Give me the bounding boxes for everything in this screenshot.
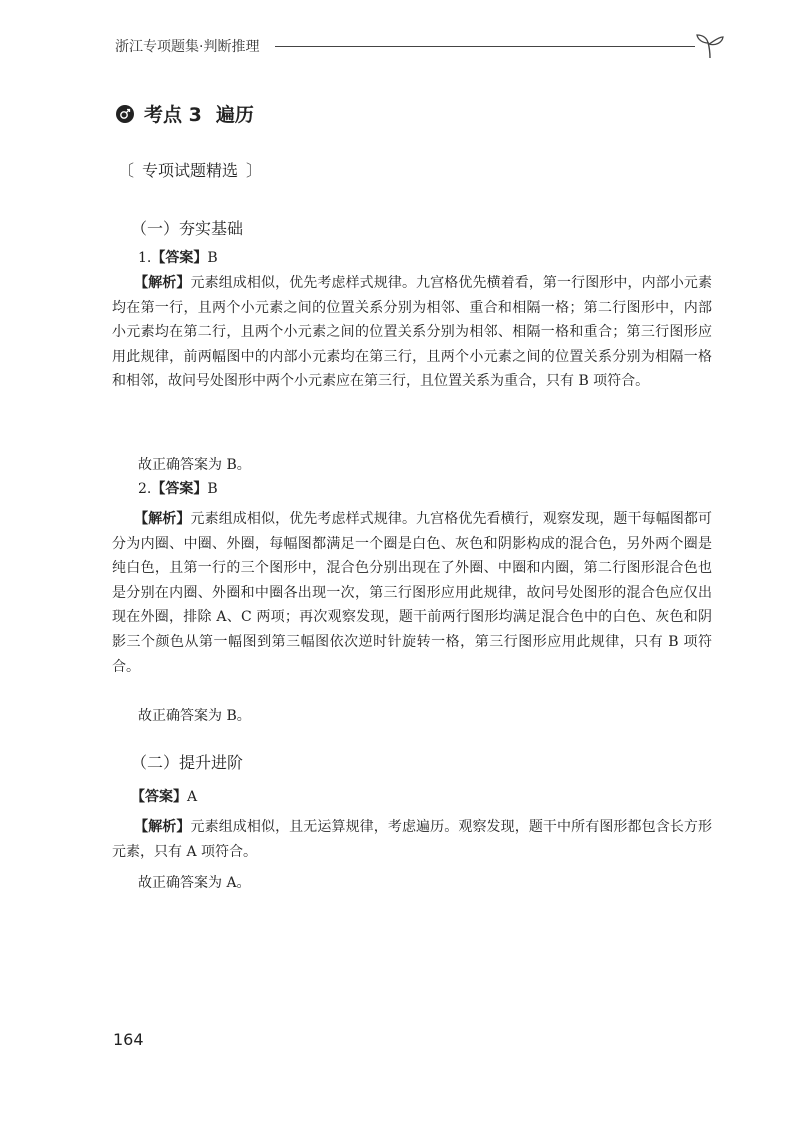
- q1-conclusion: 故正确答案为 B。: [138, 457, 251, 473]
- p2-analysis: [112, 815, 712, 864]
- part2-heading: （二）提升进阶: [131, 753, 244, 772]
- subsection-label: 专项试题精选: [142, 161, 239, 180]
- q2-answer: B: [207, 481, 218, 497]
- q2-analysis: [112, 507, 712, 679]
- header-title: 浙江专项题集·判断推理: [115, 39, 260, 55]
- page-number: 164: [113, 1030, 144, 1049]
- medal-icon: [116, 105, 134, 123]
- q1-answer-line: [138, 247, 218, 267]
- header-rule: [275, 46, 695, 47]
- q1-analysis-tag: 【解析】: [134, 275, 191, 291]
- q1-answer: B: [207, 250, 218, 266]
- bracket-left: 〔: [118, 161, 135, 180]
- q2-analysis-text: 元素组成相似，优先考虑样式规律。九宫格优先看横行，观察发现，题干每幅图都可分为内圈、中圈、外圈，每幅图都满足一个圈是白色、灰色和阴影构成的混合色，另外两个圈是纯白色，且第一行的三个图形中，混合色分别出现在了外圈、中圈和内圈，第二行图形混合色也是分别在内圈、外圈和中圈各出现一次，第三行图形应用此规律，故问号处图形的混合色应仅出现在外圈，排除 A、C 两项；再次观察发现，题干前两行图形均满足混合色中的白色、灰色和阴影三个颜色从第一幅图到第三幅图依次逆时针旋转一格，第三行图形应用此规律，只有 B 项符合。: [112, 511, 713, 675]
- q2-answer-line: [138, 478, 218, 498]
- bracket-right: 〕: [246, 161, 263, 180]
- part1-heading: （一）夯实基础: [131, 219, 244, 238]
- q2-conclusion: 故正确答案为 B。: [138, 708, 251, 724]
- q1-answer-tag: 【答案】: [151, 250, 208, 266]
- section-number: 考点 3: [144, 104, 202, 126]
- p2-answer-line: [131, 786, 197, 806]
- p2-analysis-text: 元素组成相似，且无运算规律，考虑遍历。观察发现，题干中所有图形都包含长方形元素，只有 A 项符合。: [112, 819, 713, 860]
- running-header: [115, 32, 725, 62]
- q2-number: 2.: [138, 481, 152, 497]
- q1-analysis-text: 元素组成相似，优先考虑样式规律。九宫格优先横着看，第一行图形中，内部小元素均在第一行，且两个小元素之间的位置关系分别为相邻、重合和相隔一格；第二行图形中，内部小元素均在第二行，且两个小元素之间的位置关系分别为相邻、相隔一格和重合；第三行图形应用此规律，前两幅图中的内部小元素均在第三行，且两个小元素之间的位置关系分别为相隔一格和相邻，故问号处图形中两个小元素应在第三行，且位置关系为重合，只有 B 项符合。: [112, 275, 713, 390]
- section-title: [116, 100, 254, 127]
- q1-number: 1.: [138, 250, 152, 266]
- p2-conclusion: 故正确答案为 A。: [138, 875, 251, 891]
- sprout-icon: [693, 32, 727, 60]
- p2-answer: A: [187, 789, 198, 805]
- subsection-heading: [118, 158, 262, 181]
- q2-analysis-tag: 【解析】: [134, 511, 191, 527]
- p2-answer-tag: 【答案】: [131, 789, 187, 805]
- p2-analysis-tag: 【解析】: [134, 819, 191, 835]
- q2-answer-tag: 【答案】: [151, 481, 208, 497]
- q1-analysis: [112, 271, 712, 394]
- section-subtitle: 遍历: [215, 104, 254, 126]
